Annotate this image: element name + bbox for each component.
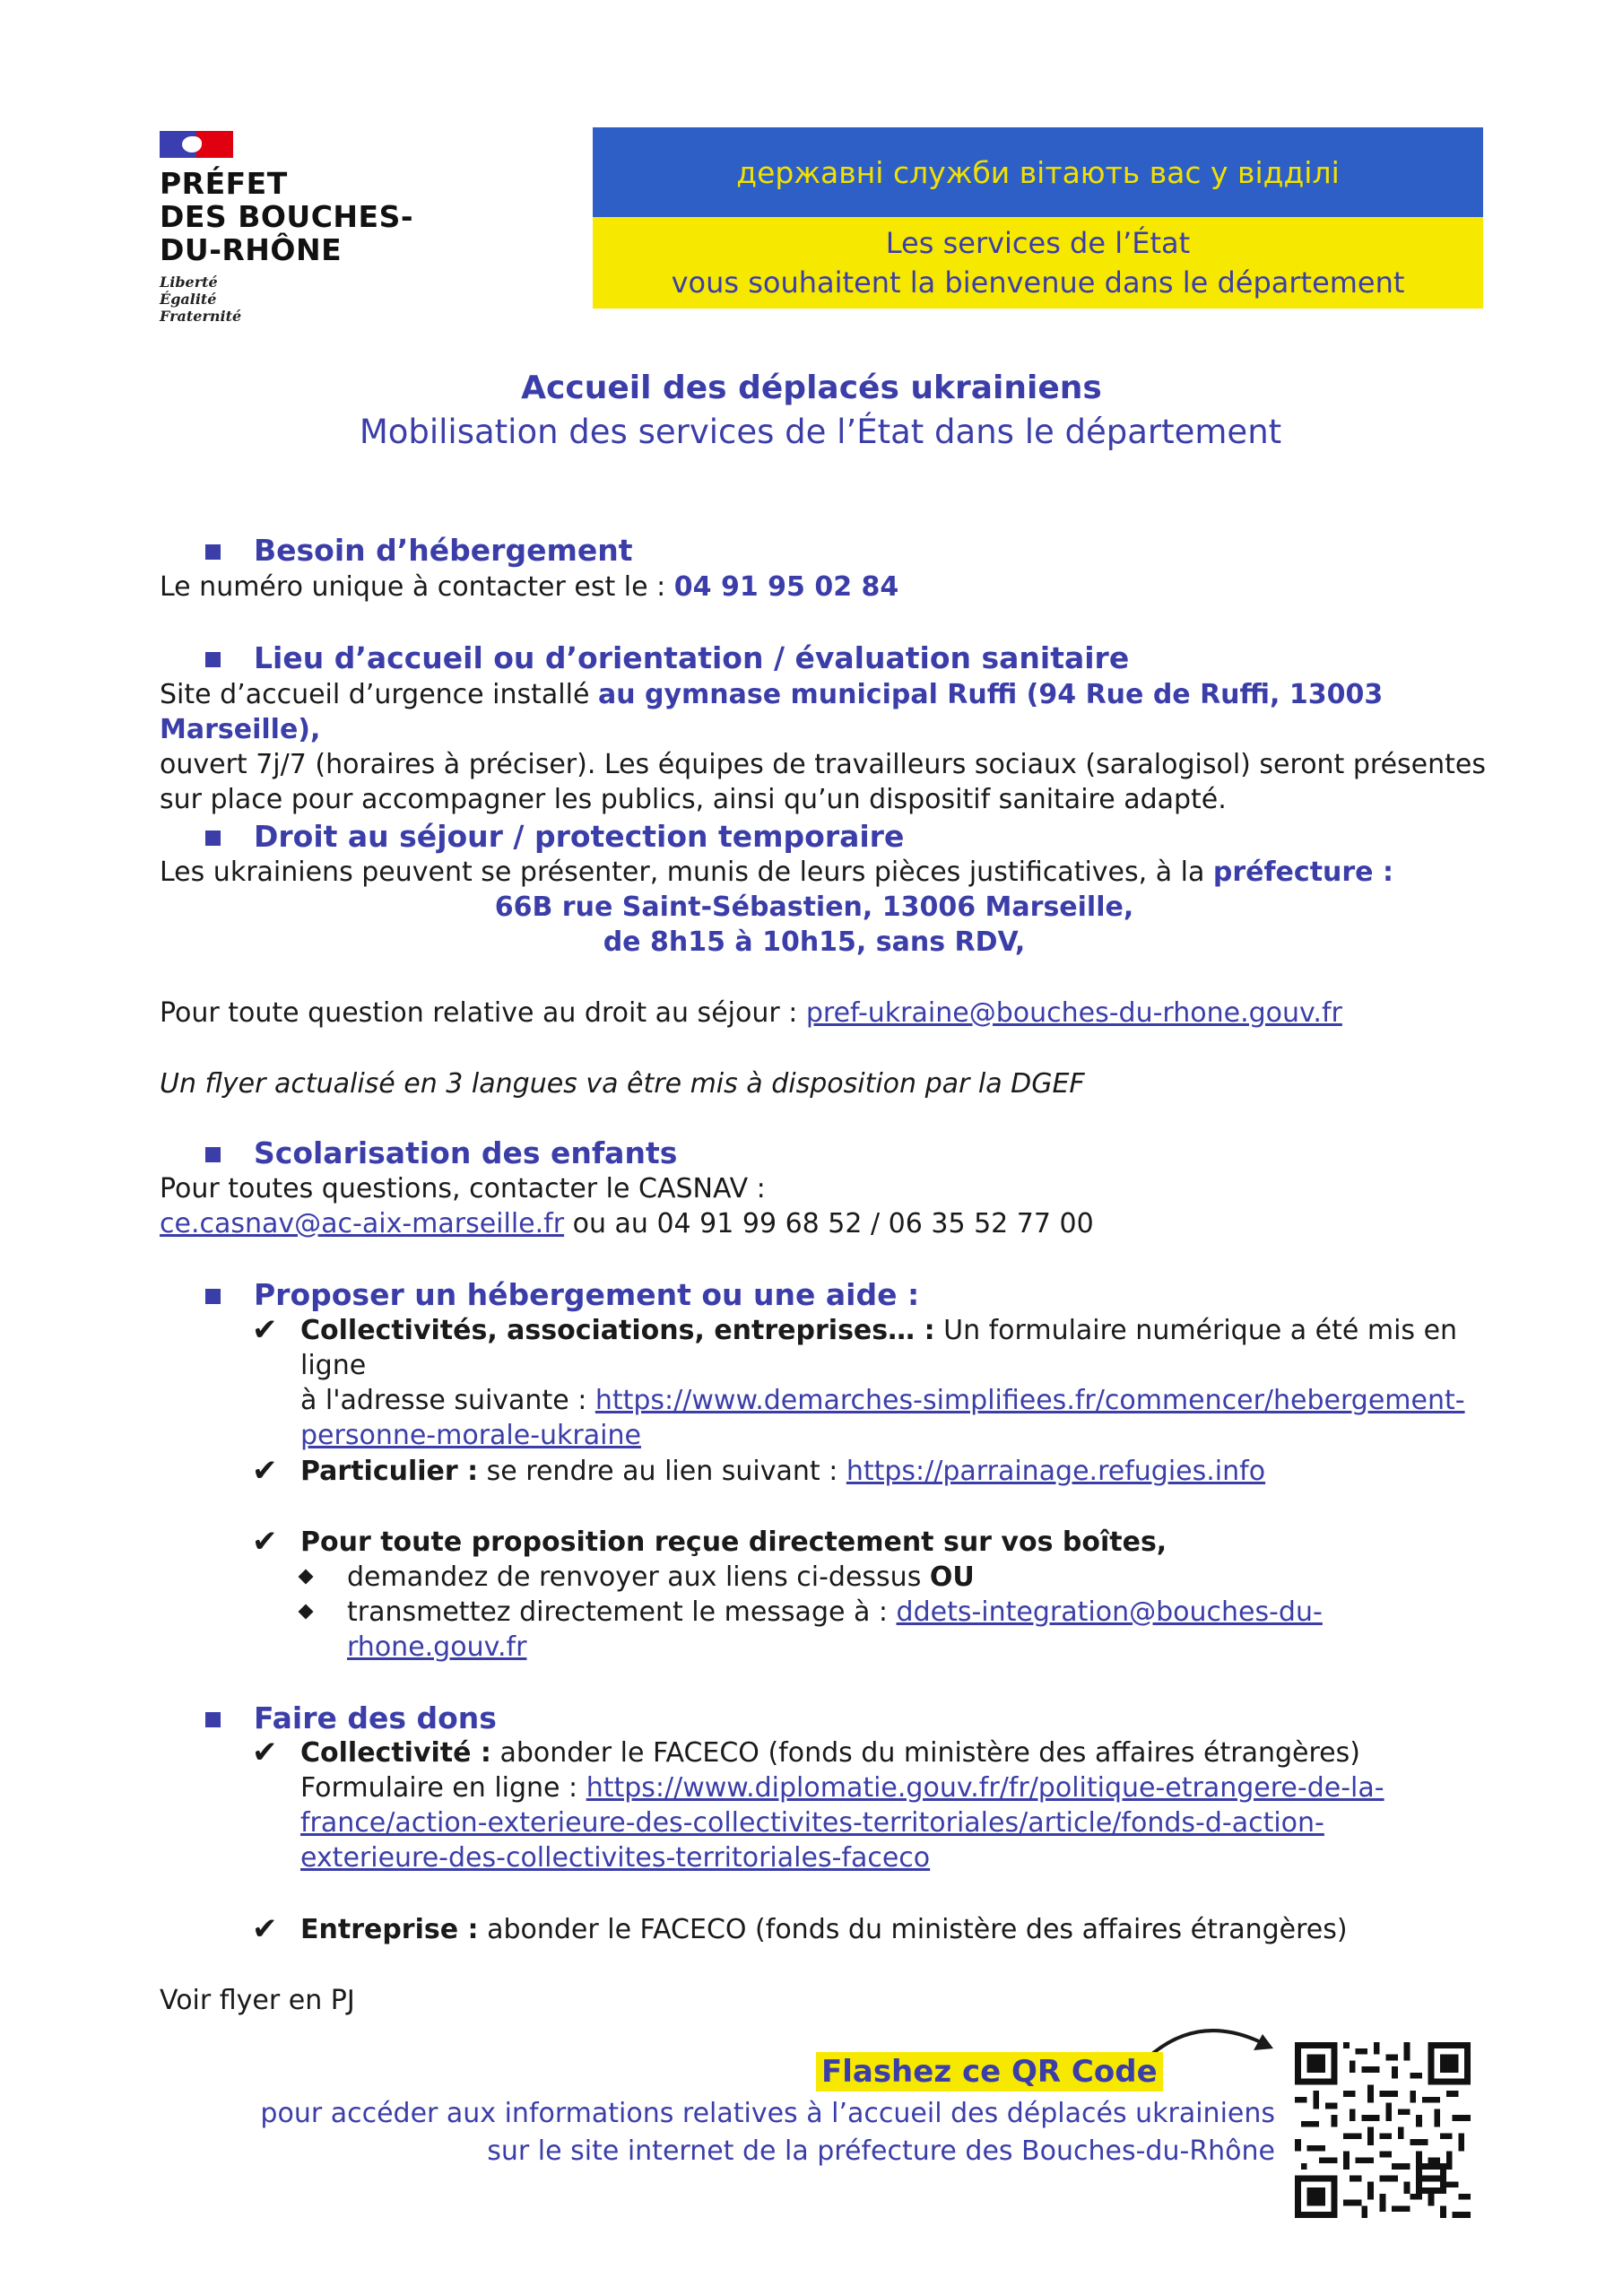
prefecture-hours: de 8h15 à 10h15, sans RDV, [603, 926, 1026, 958]
diplomatie-link-cont-2[interactable]: exterieure-des-collectivites-territoriales-faceco [300, 1842, 931, 1874]
checkmark-icon: ✔ [252, 1735, 278, 1770]
logo-line-3: DU-RHÔNE [160, 232, 343, 267]
flash-qr-label: Flashez ce QR Code [816, 2052, 1163, 2092]
motto-fraternite: Fraternité [160, 308, 242, 325]
arrow-icon [1148, 2018, 1282, 2063]
ddets-email-link-cont[interactable]: rhone.gouv.fr [347, 1631, 527, 1663]
qr-code-icon[interactable] [1295, 2042, 1471, 2218]
motto [160, 274, 429, 325]
hebergement-text: Le numéro unique à contacter est le : 04 91 95 02 84 [160, 571, 899, 603]
logo-line-2: DES BOUCHES- [160, 199, 414, 234]
demarches-simplifiees-link[interactable]: https://www.demarches-simplifiees.fr/commencer/hebergement- [595, 1385, 1465, 1416]
banner-ukrainian-text: державні служби вітають вас у відділі [736, 154, 1340, 190]
page-subtitle: Mobilisation des services de l’État dans le département [359, 413, 1282, 451]
checkmark-icon: ✔ [252, 1911, 278, 1947]
diplomatie-link[interactable]: https://www.diplomatie.gouv.fr/fr/politique-etrangere-de-la- [586, 1772, 1384, 1804]
checkmark-icon: ✔ [252, 1312, 278, 1348]
bullet-square-icon [205, 652, 221, 667]
gymnase-address: au gymnase municipal Ruffi (94 Rue de Ruffi, 13003 Marseille), [160, 679, 1384, 745]
logo-line-1: PRÉFET [160, 166, 288, 201]
checkmark-icon: ✔ [252, 1453, 278, 1489]
ddets-email-link[interactable]: ddets-integration@bouches-du- [896, 1596, 1323, 1628]
lieu-accueil-text: Site d’accueil d’urgence installé au gymnase municipal Ruffi (94 Rue de Ruffi, 13003 Marseille), ouvert 7j/7 (horaires à préciser). Les équipes de travailleurs sociaux (saralogisol) seront présentes sur place pour accompagner les publics, ainsi qu’un dispositif sanitaire adapté. [160, 679, 1486, 815]
parrainage-link[interactable]: https://parrainage.refugies.info [846, 1456, 1266, 1487]
casnav-email-link[interactable]: ce.casnav@ac-aix-marseille.fr [160, 1208, 565, 1239]
bullet-square-icon [205, 544, 221, 560]
diplomatie-link-cont-1[interactable]: france/action-exterieure-des-collectivites-territoriales/article/fonds-d-action- [300, 1807, 1324, 1839]
list-item-entreprise-don: ✔ Entreprise : abonder le FACECO (fonds du ministère des affaires étrangères) [252, 1911, 1348, 1947]
list-item-proposition: ✔ Pour toute proposition reçue directement sur vos boîtes, [252, 1524, 1167, 1560]
motto-egalite: Égalité [160, 291, 217, 308]
marianne-flag-icon [160, 131, 233, 158]
page-title: Accueil des déplacés ukrainiens [521, 370, 1102, 406]
banner-french-line-2: vous souhaitent la bienvenue dans le département [671, 265, 1405, 300]
checkmark-icon: ✔ [252, 1524, 278, 1560]
flyer-note: Un flyer actualisé en 3 langues va être mis à disposition par la DGEF [160, 1068, 1085, 1100]
bullet-square-icon [205, 1712, 221, 1727]
sub-item-renvoyer: demandez de renvoyer aux liens ci-dessus OU [300, 1560, 1466, 1595]
hebergement-phone: 04 91 95 02 84 [673, 571, 899, 603]
voir-flyer-note: Voir flyer en PJ [160, 1985, 355, 2016]
scolarisation-text: Pour toutes questions, contacter le CASNAV : ce.casnav@ac-aix-marseille.fr ou au 04 91 99 68 52 / 06 35 52 77 00 [160, 1173, 1094, 1239]
list-item-collectivites: ✔ Collectivités, associations, entreprises… : Un formulaire numérique a été mis en ligne à l'adresse suivante : https://www.demarches-simplifiees.fr/commencer/hebergement- personne-morale-ukraine [252, 1312, 1465, 1451]
prefet-logo [160, 131, 429, 325]
qr-caption-line-1: pour accéder aux informations relatives à l’accueil des déplacés ukrainiens [260, 2098, 1275, 2129]
bullet-square-icon [205, 831, 221, 846]
banner-french-line-1: Les services de l’État [885, 226, 1191, 260]
droit-sejour-question: Pour toute question relative au droit au séjour : pref-ukraine@bouches-du-rhone.gouv.fr [160, 997, 1342, 1029]
sub-item-transmettez: transmettez directement le message à : ddets-integration@bouches-du- rhone.gouv.fr [300, 1595, 1466, 1665]
prefecture-address: 66B rue Saint-Sébastien, 13006 Marseille, [494, 891, 1134, 923]
bullet-square-icon [205, 1147, 221, 1162]
pref-ukraine-email-link[interactable]: pref-ukraine@bouches-du-rhone.gouv.fr [805, 997, 1342, 1029]
diamond-bullet-icon [299, 1605, 314, 1620]
demarches-simplifiees-link-cont[interactable]: personne-morale-ukraine [300, 1420, 641, 1451]
list-item-collectivite-don: ✔ Collectivité : abonder le FACECO (fonds du ministère des affaires étrangères) Formulaire en ligne : https://www.diplomatie.gouv.fr/fr/politique-etrangere-de-la- france/action-exterieure-des-collectivites-territoriales/article/fonds-d-action- exterieure-des-collectivites-territoriales-faceco [252, 1735, 1384, 1874]
document-page: PRÉFET DES BOUCHES- DU-RHÔNE Liberté Égalité Fraternité державні служби вітають вас у відділі Les services de l’État vous souhaitent la bienvenue dans le département Accueil des déplacés ukrainiens Mobilisation des services de l’État dans le département Besoin d’hébergement Le numéro unique à contacter est le : 04 91 95 02 84 Lieu d’accueil ou d’orientation / évaluation sanitaire Site d’accueil d’urgence installé au gymnase municipal Ruffi (94 Rue de Ruffi, 13003 Marseille), ouvert 7j/7 (horaires à préciser). Les équipes de travailleurs sociaux (saralogisol) seront présentes sur place pour accompagner les publics, ainsi qu’un dispositif sanitaire adapté. Droit au séjour / protection temporaire Les ukrainiens peuvent se présenter, munis de leurs pièces justificatives, à la préfecture : 66B rue Saint-Sébastien, 13006 Marseille, de 8h15 à 10h15, sans RDV, Pour toute question relative au droit au séjour : pref-ukraine@bouches-du-rhone.gouv.fr Un flyer actualisé en 3 langues va être mis à disposition par la DGEF Scolarisation des enfants Pour toutes questions, contacter le CASNAV : ce.casnav@ac-aix-marseille.fr ou au 04 91 99 68 52 / 06 35 52 77 00 Proposer un hébergement ou une aide : ✔ Collectivités, associations, entreprises… : Un formulaire numérique a été mis en ligne à l'adresse suivante : https://www.demarches-simplifiees.fr/commencer/hebergement- personne-morale-ukraine ✔ Particulier : se rendre au lien suivant : https://parrainage.refugies.info ✔ Pour toute proposition reçue directement sur vos boîtes, demandez de renvoyer aux liens ci-dessus OU transmettez directement le message à : ddets-integration@bouches-du- rhone.gouv.fr Faire des dons ✔ Collectivité : abonder le FACECO (fonds du ministère des affaires étrangères) Formulaire en ligne : https://www.diplomatie.gouv.fr/fr/politique-etrangere-de-la- france/action-exterieure-des-collectivites-territoriales/article/fonds-d-action- exterieure-des-collectivites-territoriales-faceco ✔ Entreprise : abonder le FACECO (fonds du ministère des affaires étrangères) Voir flyer en PJ Flashez ce QR Code pour accéder aux informations relatives à l’accueil des déplacés ukrainiens sur le site internet de la préfecture des Bouches-du-Rhône [0, 0, 1623, 2296]
banner-ukrainian [593, 127, 1483, 217]
motto-liberte: Liberté [160, 274, 218, 291]
bullet-square-icon [205, 1289, 221, 1304]
diamond-bullet-icon [299, 1570, 314, 1585]
droit-sejour-text: Les ukrainiens peuvent se présenter, munis de leurs pièces justificatives, à la préfecture : [160, 857, 1393, 888]
list-item-particulier: ✔ Particulier : se rendre au lien suivant : https://parrainage.refugies.info [252, 1453, 1266, 1489]
welcome-banner [593, 127, 1483, 309]
banner-french [593, 217, 1483, 309]
qr-caption-line-2: sur le site internet de la préfecture des Bouches-du-Rhône [487, 2135, 1275, 2167]
